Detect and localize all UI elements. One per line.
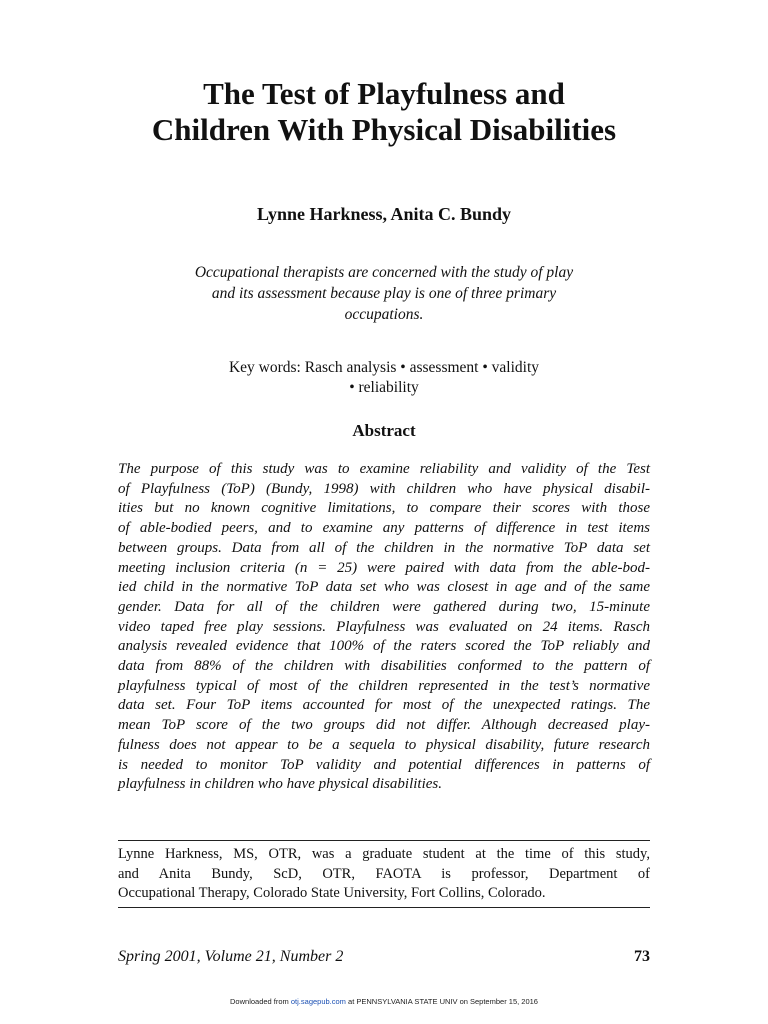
article-title-line-1: The Test of Playfulness and (203, 76, 565, 111)
abstract-line: mean ToP score of the two groups did not differ. Although decreased play- (118, 717, 650, 734)
footnote-line: and Anita Bundy, ScD, OTR, FAOTA is professor, Department of (118, 865, 650, 882)
download-notice (0, 997, 768, 1006)
footnote-line: Lynne Harkness, MS, OTR, was a graduate student at the time of this study, (118, 846, 650, 862)
footnote-divider-bottom (118, 907, 650, 908)
abstract-line: analysis revealed evidence that 100% of the raters scored the ToP reliably and (118, 638, 650, 655)
abstract-line: video taped free play sessions. Playfulness was evaluated on 24 items. Rasch (118, 618, 650, 635)
author-names: Lynne Harkness, Anita C. Bundy (256, 204, 512, 224)
author-footnote (118, 845, 650, 904)
footnote-divider-top (118, 840, 650, 841)
intro-line: Occupational therapists are concerned with the study of play (194, 264, 574, 281)
intro-line: occupations. (344, 306, 424, 323)
keywords-line-1: Key words: Rasch analysis • assessment • validity (228, 359, 540, 376)
abstract-line: between groups. Data from all of the children in the normative ToP data set (118, 539, 650, 556)
abstract-line: of able-bodied peers, and to examine any patterns of difference in test items (118, 520, 650, 537)
abstract-heading: Abstract (352, 421, 416, 440)
article-title-line-2: Children With Physical Disabilities (151, 112, 617, 147)
keywords (150, 358, 618, 398)
abstract-line: gender. Data for all of the children were gathered during two, 15-minute (118, 598, 650, 615)
keywords-line-2: • reliability (349, 379, 419, 396)
abstract-line: is needed to monitor ToP validity and potential differences in patterns of (118, 756, 650, 773)
abstract-line: fulness does not appear to be a sequela to physical disability, future research (118, 736, 650, 753)
download-suffix: at PENNSYLVANIA STATE UNIV on September 15, 2016 (345, 997, 538, 1006)
footnote-line: Occupational Therapy, Colorado State University, Fort Collins, Colorado. (118, 885, 546, 901)
abstract-body (118, 460, 650, 795)
article-title (84, 76, 684, 148)
abstract-line: ities but no known cognitive limitations, to compare their scores with those (118, 500, 650, 517)
abstract-line: The purpose of this study was to examine reliability and validity of the Test (118, 461, 650, 477)
download-source-link[interactable]: otj.sagepub.com (290, 997, 346, 1006)
intro-statement (150, 262, 618, 325)
abstract-line: ied child in the normative ToP data set who was closest in age and of the same (118, 579, 650, 596)
journal-issue: Spring 2001, Volume 21, Number 2 (118, 948, 344, 965)
abstract-line: data from 88% of the children with disabilities conformed to the pattern of (118, 658, 650, 675)
abstract-line: playfulness in children who have physical disabilities. (118, 776, 442, 793)
abstract-line: data set. Four ToP items accounted for most of the unexpected ratings. The (118, 697, 650, 714)
abstract-line: meeting inclusion criteria (n = 25) were paired with data from the able-bod- (118, 559, 650, 576)
abstract-line: of Playfulness (ToP) (Bundy, 1998) with children who have physical disabil- (118, 480, 650, 497)
abstract-line: playfulness typical of most of the children represented in the test’s normative (118, 677, 650, 694)
intro-line: and its assessment because play is one of three primary (211, 285, 557, 302)
page-number: 73 (634, 948, 650, 965)
download-prefix: Downloaded from (230, 997, 291, 1006)
